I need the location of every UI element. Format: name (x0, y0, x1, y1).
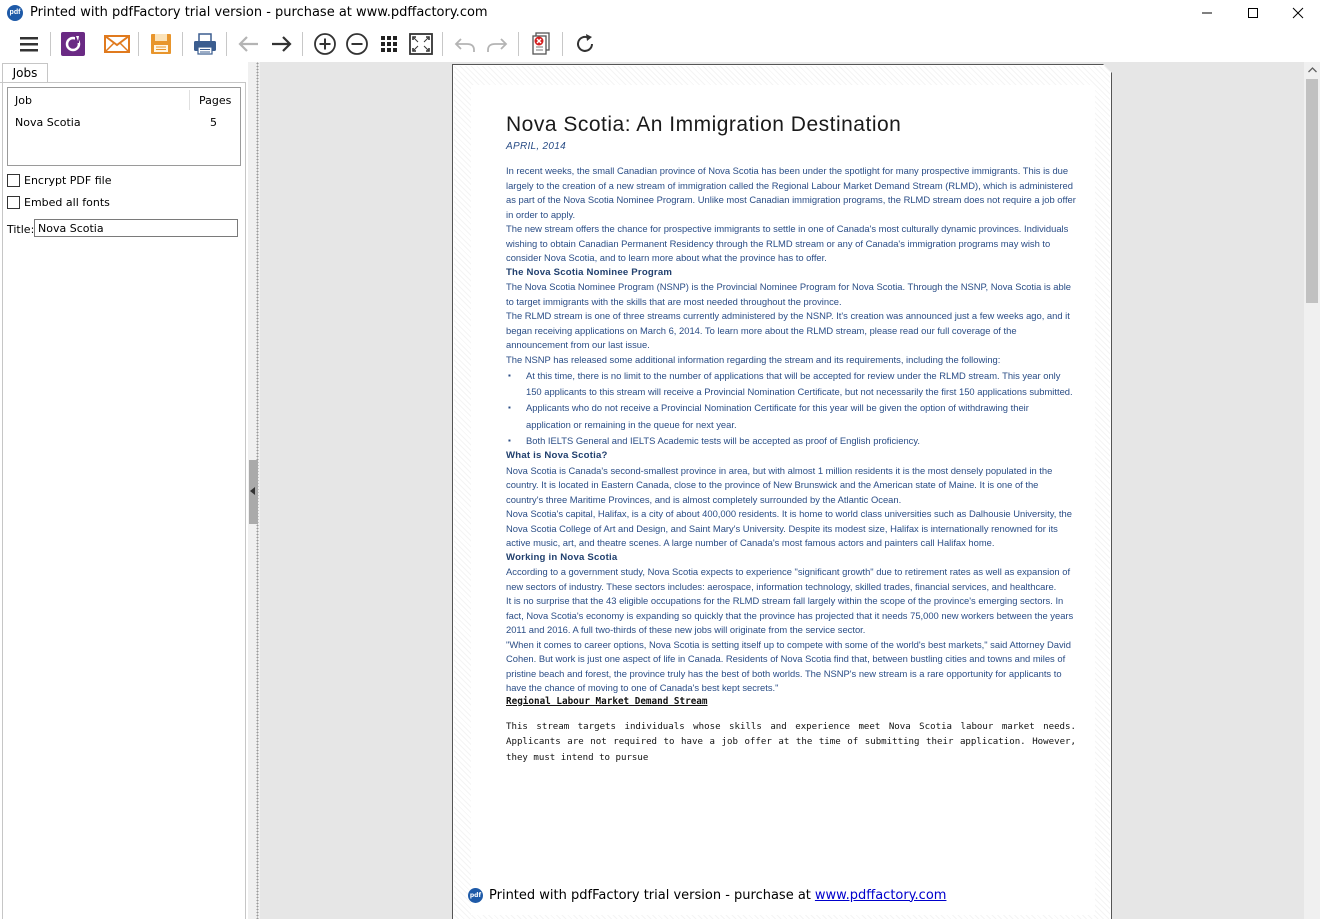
paragraph: The NSNP has released some additional information regarding the stream and its requirements, including the following: (506, 353, 1001, 365)
section-heading: The Nova Scotia Nominee Program (506, 266, 673, 278)
undo-button[interactable] (450, 29, 480, 59)
refresh-button[interactable] (570, 29, 600, 59)
column-divider (189, 90, 190, 110)
title-field[interactable]: Nova Scotia (34, 219, 238, 237)
maximize-icon (1247, 7, 1259, 19)
save-button[interactable] (146, 29, 176, 59)
paragraph: "When it comes to career options, Nova Scotia is setting itself up to compete with some of the world's best markets," said Attorney David Cohen. But work is just one aspect of life in Canada. Residents of Nova Scotia find that, between bustling cities and towns and miles of pristine beach and forest, the province truly has the best of both worlds. The NSNP's new stream is a rare opportunity for applicants to have the chance of moving to one of Canada's best kept secrets." (506, 638, 1071, 694)
fit-page-button[interactable] (406, 29, 436, 59)
trial-banner (468, 886, 946, 904)
encrypt-pdf-checkbox[interactable] (7, 174, 20, 187)
paragraph: Nova Scotia is Canada's second-smallest province in area, but with almost 1 million residents it is the most densely populated in the country. It is located in Eastern Canada, close to the province of New Brunswick and the American state of Maine. It is one of the country's three Maritime Provinces, and is almost completely surrounded by the Atlantic Ocean. (506, 464, 1053, 505)
fit-page-icon (408, 32, 434, 56)
refresh-icon (573, 32, 597, 56)
paragraph: The new stream offers the chance for prospective immigrants to settle in one of Canada's most culturally dynamic provinces. Individuals wishing to obtain Canadian Permanent Residency through the RLMD stream or any of Canada's immigration programs may wish to consider Nova Scotia, and to learn more about what the province has to offer. (506, 223, 1069, 263)
menu-button[interactable] (14, 29, 44, 59)
list-item: ▪ Applicants who do not receive a Provincial Nomination Certificate for this year will be given the option of withdrawing their application or remaining in the queue for next year. (506, 400, 1076, 432)
document-content (506, 113, 1076, 776)
thumbnails-grid-icon (379, 34, 399, 54)
forward-button[interactable] (266, 29, 296, 59)
embed-fonts-label: Embed all fonts (24, 195, 110, 209)
jobs-list[interactable] (7, 87, 241, 166)
job-name-cell[interactable]: Nova Scotia (15, 116, 81, 129)
title-field-label: Title: (7, 223, 35, 236)
redo-button[interactable] (482, 29, 512, 59)
zoom-in-icon (313, 32, 337, 56)
left-panel (0, 62, 248, 919)
zoom-in-button[interactable] (310, 29, 340, 59)
list-item: ▪ At this time, there is no limit to the number of applications that will be accepted for review under the RLMD stream. This year only 150 applicants to this stream will receive a Provincial Nomination Certificate, but not necessarily the first 150 applications submitted. (506, 368, 1076, 400)
back-arrow-icon (237, 33, 261, 55)
encrypt-pdf-label: Encrypt PDF file (24, 173, 112, 187)
section-heading: What is Nova Scotia? (506, 450, 608, 462)
toolbar-separator (302, 32, 303, 56)
job-pages-cell: 5 (210, 116, 217, 129)
scroll-up-button[interactable] (1304, 62, 1320, 78)
menu-icon (18, 33, 40, 55)
list-item: ▪ Both IELTS General and IELTS Academic tests will be accepted as proof of English proficiency. (506, 433, 1076, 449)
collapse-arrow-icon (250, 487, 255, 495)
title-bar (0, 0, 1320, 26)
vertical-scrollbar[interactable] (1304, 62, 1320, 919)
minimize-icon (1201, 7, 1213, 19)
paragraph: This stream targets individuals whose skills and experience meet Nova Scotia labour market needs. Applicants are not required to have a job offer at the time of submitting their application. However, they must intend to pursue (506, 721, 1076, 764)
forward-arrow-icon (269, 33, 293, 55)
toolbar-separator (138, 32, 139, 56)
pdffactory-button[interactable] (58, 29, 88, 59)
save-icon (149, 32, 173, 56)
pdffactory-logo-icon (60, 31, 86, 57)
zoom-out-icon (345, 32, 369, 56)
delete-pages-icon (529, 31, 553, 57)
chevron-up-icon (1308, 67, 1317, 73)
email-icon (103, 33, 131, 55)
toolbar-separator (182, 32, 183, 56)
encrypt-pdf-row[interactable] (7, 173, 111, 187)
minimize-button[interactable] (1184, 0, 1230, 26)
paragraph: It is no surprise that the 43 eligible occupations for the RLMD stream fall largely within the scope of the province's emerging sectors. In fact, Nova Scotia's economy is expanding so quickly that the province has projected that it needs 75,000 new workers between the years 2011 and 2016. A full two-thirds of these new jobs will originate from the service sector. (506, 595, 1074, 636)
maximize-button[interactable] (1230, 0, 1276, 26)
print-icon (192, 32, 218, 56)
trial-banner-text: Printed with pdfFactory trial version - purchase at (489, 887, 811, 903)
toolbar (0, 26, 1320, 62)
redo-icon (485, 33, 509, 55)
print-button[interactable] (190, 29, 220, 59)
close-button[interactable] (1275, 0, 1320, 26)
scrollbar-thumb[interactable] (1306, 79, 1318, 303)
window-title: Printed with pdfFactory trial version - purchase at www.pdffactory.com (30, 5, 488, 20)
document-title: Nova Scotia: An Immigration Destination (506, 113, 902, 136)
paragraph: The Nova Scotia Nominee Program (NSNP) is the Provincial Nominee Program for Nova Scotia. Through the NSNP, Nova Scotia is able to target immigrants with the skills that are most needed throughout the province. (506, 281, 1072, 307)
paragraph: Nova Scotia's capital, Halifax, is a city of about 400,000 residents. It is home to world class universities such as Dalhousie University, the Nova Scotia College of Art and Design, and Saint Mary's University. Despite its modest size, Halifax is internationally renowned for its active music, art, and theatre scenes. A large number of Canada's most famous actors and painters call Halifax home. (506, 508, 1072, 549)
column-header-job[interactable]: Job (15, 94, 32, 107)
section-heading: Regional Labour Market Demand Stream (506, 695, 708, 707)
delete-pages-button[interactable] (526, 29, 556, 59)
column-header-pages[interactable]: Pages (199, 94, 232, 107)
paragraph: According to a government study, Nova Scotia expects to experience "significant growth" due to retirement rates as well as expansion of new sectors of industry. These sectors includes: aerospace, information technology, skilled trades, financial services, and healthcare. (506, 566, 1071, 592)
trial-banner-link[interactable]: www.pdffactory.com (814, 887, 947, 903)
toolbar-separator (226, 32, 227, 56)
toolbar-separator (442, 32, 443, 56)
close-icon (1292, 7, 1304, 19)
toolbar-separator (518, 32, 519, 56)
email-button[interactable] (102, 29, 132, 59)
paragraph: In recent weeks, the small Canadian province of Nova Scotia has been under the spotlight for many prospective immigrants. This is due largely to the creation of a new stream of immigration called the Regional Labour Market Demand Stream (RLMD), which is administered as part of the Nova Scotia Nominee Program. Unlike most Canadian immigration programs, the RLMD stream does not require a job offer in order to apply. (506, 165, 1076, 220)
bullet-list (506, 368, 1076, 449)
thumbnails-button[interactable] (374, 29, 404, 59)
pdf-page (452, 64, 1112, 919)
document-date: APRIL, 2014 (506, 141, 567, 152)
app-icon: pdf (7, 5, 23, 21)
toolbar-separator (562, 32, 563, 56)
back-button[interactable] (234, 29, 264, 59)
undo-icon (453, 33, 477, 55)
paragraph: The RLMD stream is one of three streams currently administered by the NSNP. It's creation was announced just a few weeks ago, and it began receiving applications on March 6, 2014. To learn more about the RLMD stream, please read our full coverage of the announcement from our last issue. (506, 310, 1070, 350)
embed-fonts-checkbox[interactable] (7, 196, 20, 209)
document-viewer[interactable] (260, 62, 1304, 919)
page-fold-corner (1103, 64, 1112, 73)
embed-fonts-row[interactable] (7, 195, 110, 209)
pdffactory-icon: pdf (468, 888, 483, 903)
section-heading: Working in Nova Scotia (506, 551, 618, 563)
toolbar-separator (50, 32, 51, 56)
tab-jobs[interactable]: Jobs (2, 63, 48, 83)
zoom-out-button[interactable] (342, 29, 372, 59)
